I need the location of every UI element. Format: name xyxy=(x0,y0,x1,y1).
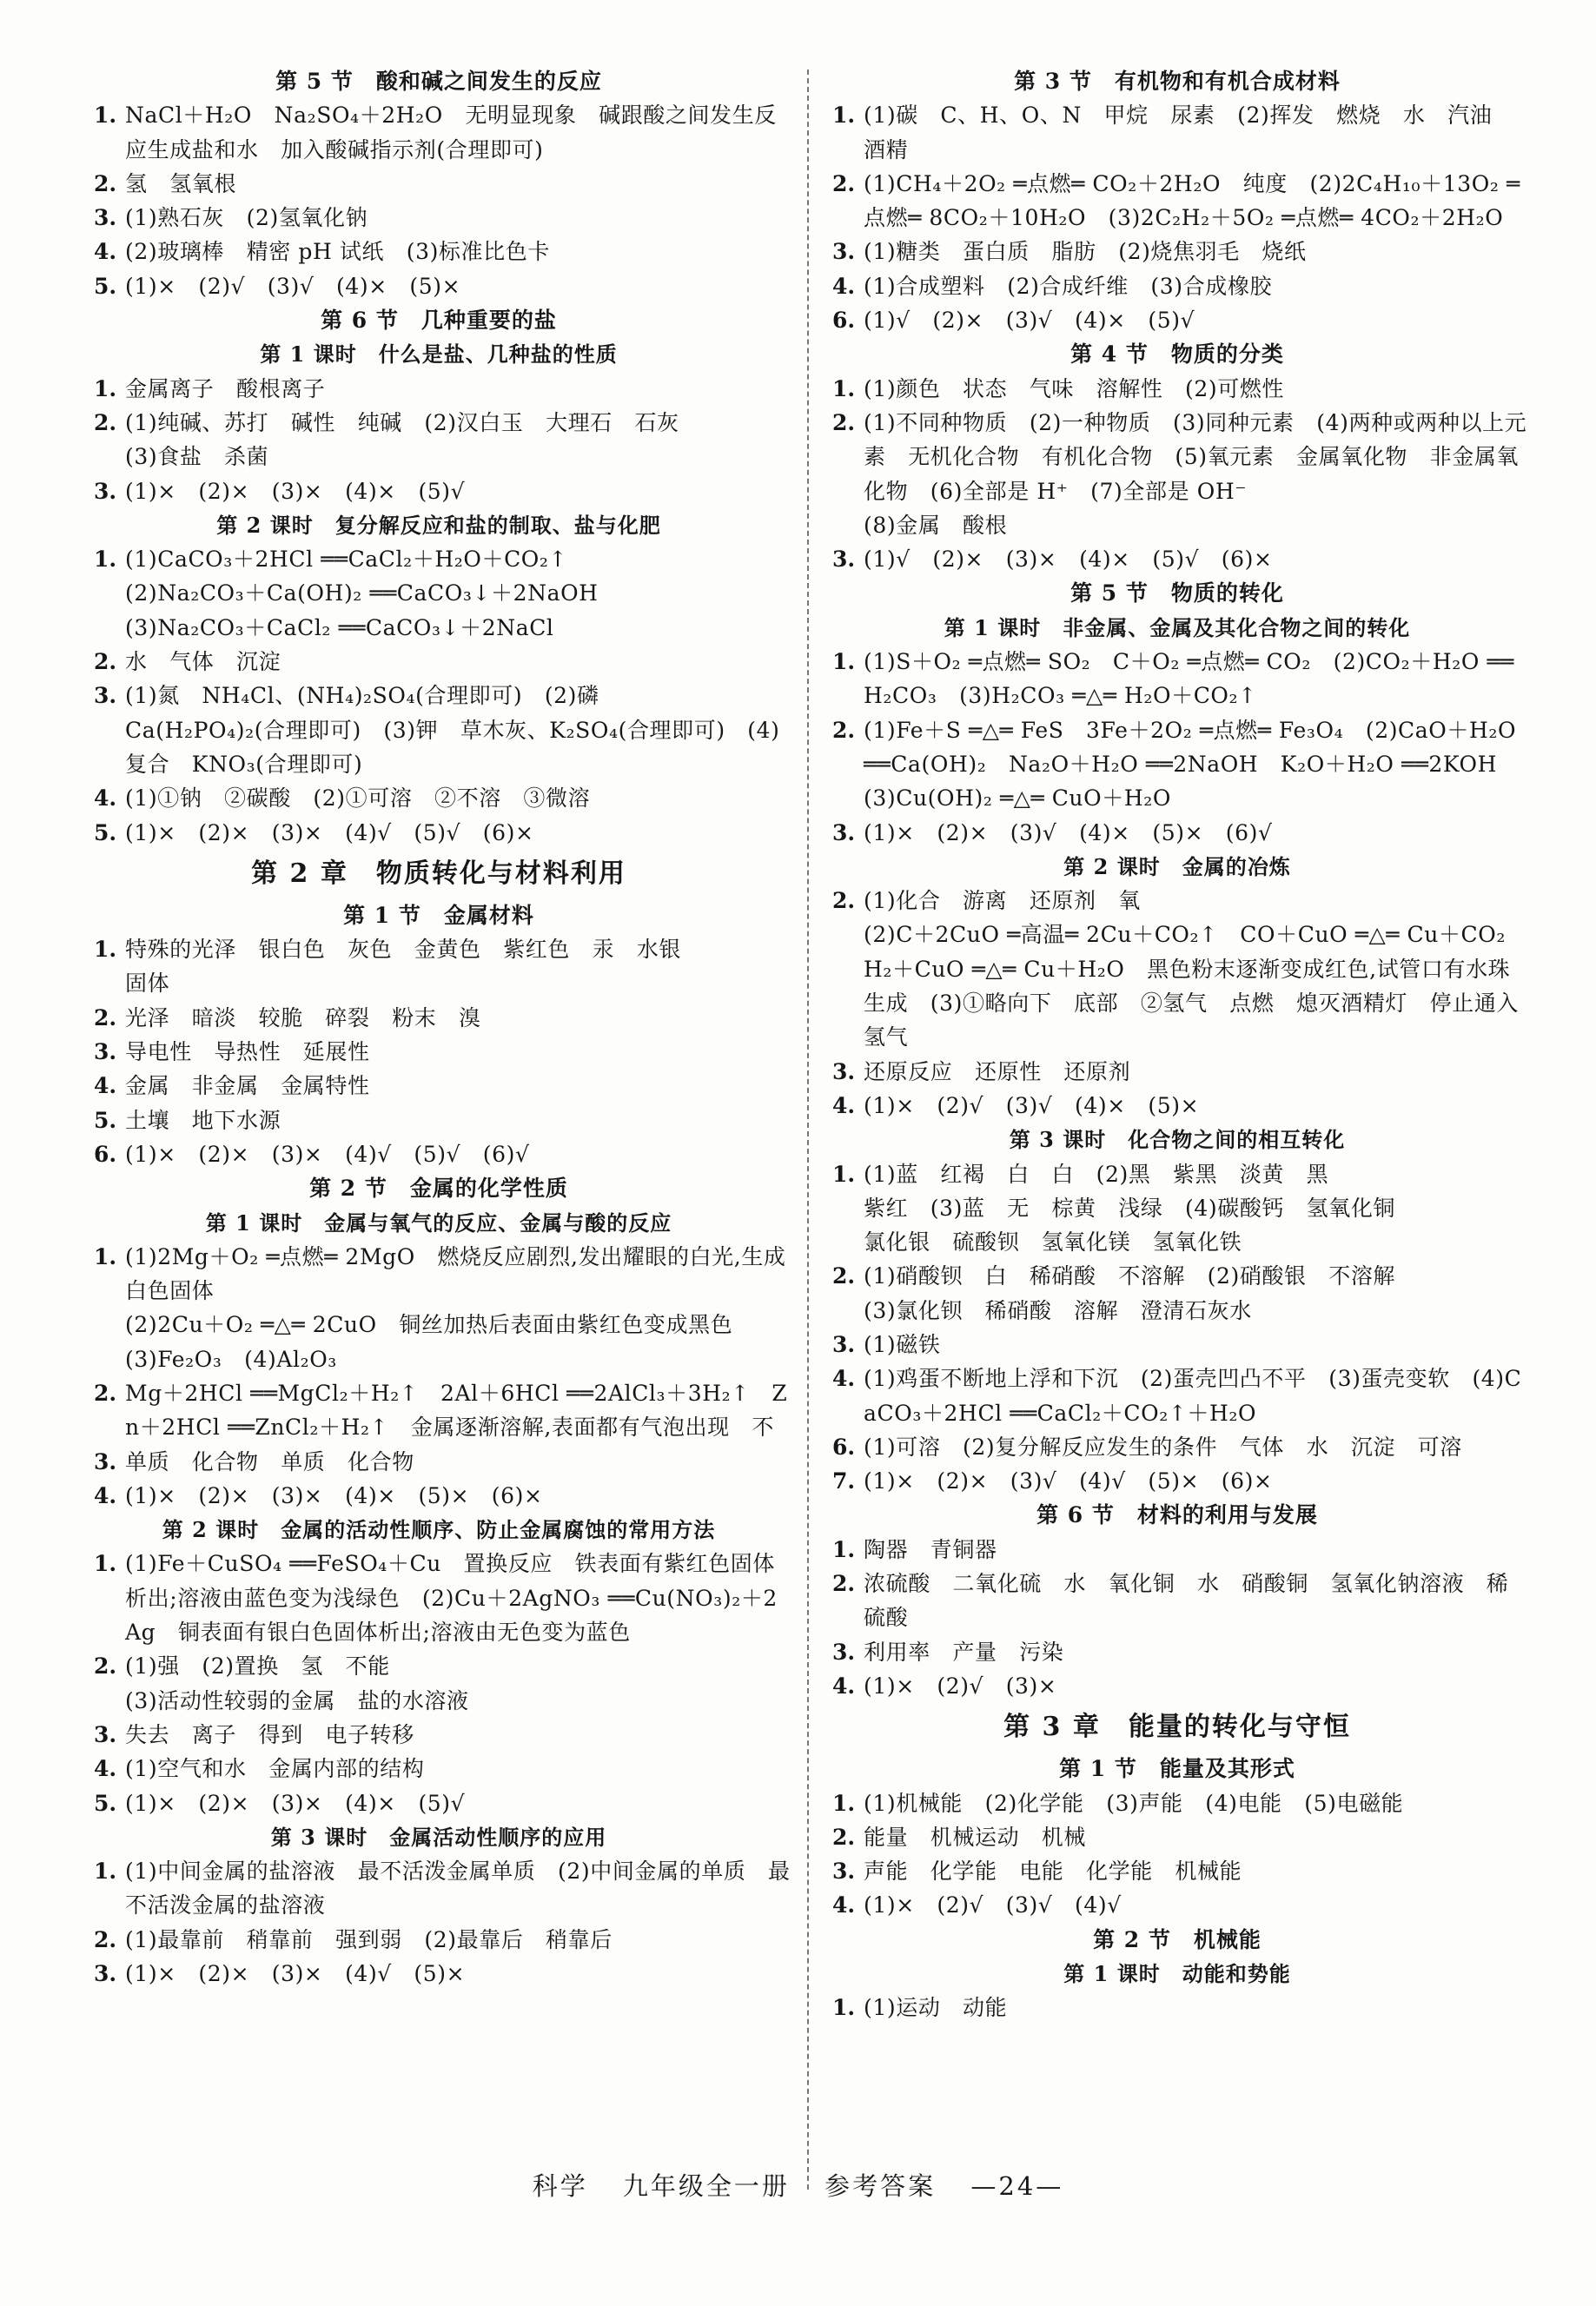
answer-text: (1)× (2)√ (3)√ (4)× (5)× xyxy=(864,1092,1200,1118)
section-heading: 第 6 节 几种重要的盐 xyxy=(321,308,557,334)
answer-item xyxy=(87,1069,791,1103)
answer-text: Mg＋2HCl ══MgCl₂＋H₂↑ 2Al＋6HCl ══2AlCl₃＋3H₂↑ Zn＋2HCl ══ZnCl₂＋H₂↑ 金属逐渐溶解,表面都有气泡出现 不 xyxy=(125,1380,788,1441)
answer-item xyxy=(87,1035,791,1069)
answer-text: 能量 机械运动 机械 xyxy=(864,1824,1087,1850)
chapter-heading: 第 3 章 能量的转化与守恒 xyxy=(1003,1712,1351,1743)
question-number: 2. xyxy=(832,1263,856,1289)
answer-text: (1)× (2)× (3)× (4)× (5)√ xyxy=(125,1790,466,1816)
answer-text: (1)中间金属的盐溶液 最不活泼金属单质 (2)中间金属的单质 最不活泼金属的盐溶液 xyxy=(125,1859,791,1918)
question-number: 1. xyxy=(832,649,856,675)
answer-item xyxy=(825,1464,1529,1498)
answer-text: (1)Fe＋CuSO₄ ══FeSO₄＋Cu 置换反应 铁表面有紫红色固体析出;溶液由蓝色变为浅绿色 (2)Cu＋2AgNO₃ ══Cu(NO₃)₂＋2Ag 铜表面有银白色固体析出;溶液由无色变为蓝色 xyxy=(125,1551,778,1646)
answer-text: 特殊的光泽 银白色 灰色 金黄色 紫红色 汞 水银 固体 xyxy=(125,937,682,997)
question-number: 6. xyxy=(832,308,856,334)
question-number: 2. xyxy=(94,1926,117,1952)
section-heading: 第 4 节 物质的分类 xyxy=(1070,341,1284,368)
question-number: 6. xyxy=(94,1141,117,1167)
answer-item xyxy=(87,1479,791,1513)
answer-text: (1)糖类 蛋白质 脂肪 (2)烧焦羽毛 烧纸 xyxy=(864,239,1307,265)
lesson-heading: 第 3 课时 化合物之间的相互转化 xyxy=(1009,1127,1346,1153)
answer-item xyxy=(825,816,1529,850)
answer-item xyxy=(825,542,1529,576)
question-number: 1. xyxy=(94,937,117,963)
answer-text: (1)蓝 红褐 白 白 (2)黑 紫黑 淡黄 黑 紫红 (3)蓝 无 棕黄 浅绿 (4)碳酸钙 氢氧化铜 氯化银 硫酸钡 氢氧化镁 氢氧化铁 xyxy=(864,1161,1396,1256)
question-number: 4. xyxy=(94,1482,117,1508)
question-number: 2. xyxy=(832,888,856,914)
answer-item xyxy=(87,235,791,268)
answer-item xyxy=(825,1991,1529,2024)
answer-text: 光泽 暗淡 较脆 碎裂 粉末 溴 xyxy=(125,1004,481,1030)
answer-item xyxy=(825,1635,1529,1669)
answer-item xyxy=(825,1820,1529,1854)
answer-item xyxy=(87,406,791,474)
answer-text: 金属 非金属 金属特性 xyxy=(125,1073,370,1099)
question-number: 5. xyxy=(94,819,117,845)
question-number: 2. xyxy=(832,170,856,196)
question-number: 3. xyxy=(832,239,856,265)
answer-item xyxy=(825,713,1529,816)
chapter-heading: 第 2 章 物质转化与材料利用 xyxy=(251,858,626,889)
answer-text: (1)强 (2)置换 氢 不能 (3)活动性较弱的金属 盐的水溶液 xyxy=(125,1653,469,1713)
answer-item xyxy=(87,1001,791,1035)
answer-text: (1)①钠 ②碳酸 (2)①可溶 ②不溶 ③微溶 xyxy=(125,785,591,812)
answer-item xyxy=(87,98,791,167)
left-column xyxy=(87,64,791,1991)
answer-text: (1)氮 NH₄Cl、(NH₄)₂SO₄(合理即可) (2)磷 Ca(H₂PO₄)₂(合理即可) (3)钾 草木灰、K₂SO₄(合理即可) (4)复合 KNO₃(合理即可) xyxy=(125,683,780,777)
answer-text: (1)× (2)× (3)√ (4)√ (5)× (6)× xyxy=(864,1468,1273,1494)
answer-item xyxy=(87,816,791,850)
question-number: 1. xyxy=(94,375,117,401)
answer-text: 利用率 产量 污染 xyxy=(864,1639,1064,1665)
answer-text: (1)× (2)√ (3)√ (4)√ xyxy=(864,1892,1122,1918)
question-number: 5. xyxy=(94,1107,117,1133)
question-number: 4. xyxy=(832,1892,856,1918)
question-number: 3. xyxy=(94,1961,117,1987)
answer-item xyxy=(87,1445,791,1479)
lesson-heading: 第 1 课时 什么是盐、几种盐的性质 xyxy=(260,341,618,368)
question-number: 1. xyxy=(832,103,856,129)
question-number: 2. xyxy=(94,170,117,196)
question-number: 5. xyxy=(94,273,117,299)
question-number: 4. xyxy=(94,1756,117,1782)
answer-item xyxy=(87,1103,791,1137)
answer-item xyxy=(825,406,1529,542)
question-number: 1. xyxy=(94,1551,117,1577)
section-heading: 第 5 节 物质的转化 xyxy=(1070,580,1284,606)
answer-text: (1)√ (2)× (3)√ (4)× (5)√ xyxy=(864,308,1195,334)
question-number: 4. xyxy=(94,239,117,265)
answer-text: (1)硝酸钡 白 稀硝酸 不溶解 (2)硝酸银 不溶解 (3)氯化钡 稀硝酸 溶解 澄清石灰水 xyxy=(864,1263,1396,1323)
question-number: 4. xyxy=(832,1673,856,1699)
question-number: 3. xyxy=(832,1331,856,1357)
answer-text: (1)S＋O₂ ═点燃═ SO₂ C＋O₂ ═点燃═ CO₂ (2)CO₂＋H₂O ══H₂CO₃ (3)H₂CO₃ ═△═ H₂O＋CO₂↑ xyxy=(864,649,1514,709)
answer-text: (1)Fe＋S ═△═ FeS 3Fe＋2O₂ ═点燃═ Fe₃O₄ (2)CaO＋H₂O ══Ca(OH)₂ Na₂O＋H₂O ══2NaOH K₂O＋H₂O ══2KOH (3)Cu(OH)₂ ═△═ CuO＋H₂O xyxy=(864,717,1524,812)
answer-text: 导电性 导热性 延展性 xyxy=(125,1039,370,1065)
answer-item xyxy=(87,1240,791,1376)
answer-item xyxy=(87,167,791,201)
footer-label: 参考答案 xyxy=(824,2171,937,2201)
answer-item xyxy=(87,1957,791,1991)
question-number: 3. xyxy=(94,1721,117,1747)
answer-text: (1)运动 动能 xyxy=(864,1995,1008,2021)
answer-text: (1)颜色 状态 气味 溶解性 (2)可燃性 xyxy=(864,375,1285,401)
question-number: 4. xyxy=(832,1092,856,1118)
answer-item xyxy=(825,1533,1529,1567)
question-number: 3. xyxy=(832,547,856,573)
question-number: 1. xyxy=(832,1995,856,2021)
question-number: 1. xyxy=(94,1243,117,1269)
answer-text: NaCl＋H₂O Na₂SO₄＋2H₂O 无明显现象 碱跟酸之间发生反应生成盐和水 加入酸碱指示剂(合理即可) xyxy=(125,103,777,162)
question-number: 4. xyxy=(832,273,856,299)
section-heading: 第 1 节 能量及其形式 xyxy=(1059,1756,1295,1782)
answer-item xyxy=(87,1923,791,1957)
answer-item xyxy=(825,1328,1529,1362)
question-number: 2. xyxy=(832,1571,856,1597)
question-number: 3. xyxy=(832,1859,856,1885)
answer-item xyxy=(825,1854,1529,1888)
answer-text: (1)空气和水 金属内部的结构 xyxy=(125,1756,425,1782)
question-number: 2. xyxy=(94,1004,117,1030)
answer-text: (1)× (2)√ (3)× xyxy=(864,1673,1057,1699)
answer-text: (1)合成塑料 (2)合成纤维 (3)合成橡胶 xyxy=(864,273,1273,299)
answer-item xyxy=(87,269,791,303)
answer-item xyxy=(825,98,1529,167)
answer-text: (1)× (2)√ (3)√ (4)× (5)× xyxy=(125,273,461,299)
lesson-heading: 第 1 课时 动能和势能 xyxy=(1063,1961,1291,1987)
answer-item xyxy=(87,1376,791,1445)
lesson-heading: 第 1 课时 金属与氧气的反应、金属与酸的反应 xyxy=(205,1209,672,1236)
section-heading: 第 6 节 材料的利用与发展 xyxy=(1036,1502,1318,1528)
answer-text: (1)最靠前 稍靠前 强到弱 (2)最靠后 稍靠后 xyxy=(125,1926,613,1952)
lesson-heading: 第 3 课时 金属活动性顺序的应用 xyxy=(270,1824,607,1850)
answer-item xyxy=(825,1089,1529,1123)
section-heading: 第 2 节 机械能 xyxy=(1093,1926,1262,1952)
answer-item xyxy=(825,1259,1529,1328)
answer-item xyxy=(87,372,791,406)
answer-item xyxy=(825,1567,1529,1635)
answer-text: 陶器 青铜器 xyxy=(864,1536,997,1562)
lesson-heading: 第 2 课时 复分解反应和盐的制取、盐与化肥 xyxy=(216,512,661,538)
lesson-heading: 第 1 课时 非金属、金属及其化合物之间的转化 xyxy=(944,614,1411,640)
answer-item xyxy=(825,884,1529,1054)
question-number: 2. xyxy=(94,1653,117,1680)
answer-item xyxy=(825,1786,1529,1820)
answer-text: 单质 化合物 单质 化合物 xyxy=(125,1448,414,1474)
question-number: 6. xyxy=(832,1434,856,1460)
answer-item xyxy=(825,167,1529,235)
question-number: 4. xyxy=(832,1366,856,1392)
answer-item xyxy=(87,1137,791,1171)
answer-item xyxy=(825,1157,1529,1260)
answer-text: (1)× (2)× (3)√ (4)× (5)× (6)√ xyxy=(864,819,1273,845)
question-number: 3. xyxy=(832,1639,856,1665)
answer-item xyxy=(87,1649,791,1718)
answer-item xyxy=(87,1752,791,1786)
answer-item xyxy=(825,269,1529,303)
answer-text: (1)CaCO₃＋2HCl ══CaCl₂＋H₂O＋CO₂↑ (2)Na₂CO₃＋Ca(OH)₂ ══CaCO₃↓＋2NaOH (3)Na₂CO₃＋CaCl₂ ══CaCO₃↓＋2NaCl xyxy=(125,547,599,640)
question-number: 4. xyxy=(94,785,117,812)
answer-text: (1)可溶 (2)复分解反应发生的条件 气体 水 沉淀 可溶 xyxy=(864,1434,1462,1460)
answer-item xyxy=(825,1362,1529,1430)
answer-text: (1)2Mg＋O₂ ═点燃═ 2MgO 燃烧反应剧烈,发出耀眼的白光,生成白色固体 (2)2Cu＋O₂ ═△═ 2CuO 铜丝加热后表面由紫红色变成黑色 (3)Fe₂O₃ (4)Al₂O₃ xyxy=(125,1243,786,1372)
question-number: 2. xyxy=(94,649,117,675)
section-heading: 第 2 节 金属的化学性质 xyxy=(309,1176,568,1202)
question-number: 1. xyxy=(94,103,117,129)
question-number: 3. xyxy=(94,1448,117,1474)
answer-item xyxy=(825,1055,1529,1089)
answer-item xyxy=(87,474,791,508)
question-number: 3. xyxy=(94,478,117,504)
answer-text: 浓硫酸 二氧化硫 水 氧化铜 水 硝酸铜 氢氧化钠溶液 稀硫酸 xyxy=(864,1571,1509,1631)
answer-text: (1)× (2)× (3)× (4)√ (5)× xyxy=(125,1961,466,1987)
question-number: 7. xyxy=(832,1468,856,1494)
right-column xyxy=(825,64,1529,2025)
answer-text: 水 气体 沉淀 xyxy=(125,649,281,675)
answer-item xyxy=(87,932,791,1001)
question-number: 1. xyxy=(832,1790,856,1816)
answer-item xyxy=(87,201,791,235)
question-number: 1. xyxy=(832,375,856,401)
footer-grade: 九年级全一册 xyxy=(622,2171,790,2201)
question-number: 4. xyxy=(94,1073,117,1099)
answer-text: 还原反应 还原性 还原剂 xyxy=(864,1058,1131,1084)
answer-item xyxy=(87,645,791,679)
question-number: 1. xyxy=(94,1859,117,1885)
column-divider xyxy=(807,70,809,2190)
answer-item xyxy=(87,679,791,781)
question-number: 3. xyxy=(832,1058,856,1084)
answer-text: (1)× (2)× (3)× (4)√ (5)√ (6)× xyxy=(125,819,534,845)
question-number: 1. xyxy=(832,1161,856,1187)
section-heading: 第 1 节 金属材料 xyxy=(343,902,534,928)
answer-item xyxy=(825,1430,1529,1464)
question-number: 2. xyxy=(832,717,856,743)
section-heading: 第 5 节 酸和碱之间发生的反应 xyxy=(275,69,602,94)
answer-text: (1)鸡蛋不断地上浮和下沉 (2)蛋壳凹凸不平 (3)蛋壳变软 (4)CaCO₃＋2HCl ══CaCl₂＋CO₂↑＋H₂O xyxy=(864,1366,1522,1426)
answer-text: (1)× (2)× (3)× (4)× (5)√ xyxy=(125,478,466,504)
answer-text: 金属离子 酸根离子 xyxy=(125,375,326,401)
answer-text: (1)不同种物质 (2)一种物质 (3)同种元素 (4)两种或两种以上元素 无机化合物 有机化合物 (5)氧元素 金属氧化物 非金属氧化物 (6)全部是 H⁺ (7)全部是 OH⁻ (8)金属 酸根 xyxy=(864,409,1527,538)
answer-item xyxy=(87,1854,791,1923)
question-number: 1. xyxy=(94,547,117,573)
answer-item xyxy=(87,1786,791,1820)
answer-item xyxy=(87,542,791,645)
question-number: 1. xyxy=(832,1536,856,1562)
lesson-heading: 第 2 课时 金属的活动性顺序、防止金属腐蚀的常用方法 xyxy=(162,1517,716,1543)
answer-item xyxy=(825,372,1529,406)
question-number: 3. xyxy=(832,819,856,845)
question-number: 3. xyxy=(94,1039,117,1065)
footer-subject: 科学 xyxy=(532,2171,588,2201)
answer-text: (1)机械能 (2)化学能 (3)声能 (4)电能 (5)电磁能 xyxy=(864,1790,1404,1816)
answer-item xyxy=(825,645,1529,713)
answer-text: (1)√ (2)× (3)× (4)× (5)√ (6)× xyxy=(864,547,1273,573)
answer-item xyxy=(825,1888,1529,1922)
answer-text: (1)化合 游离 还原剂 氧 (2)C＋2CuO ═高温═ 2Cu＋CO₂↑ CO＋CuO ═△═ Cu＋CO₂ H₂＋CuO ═△═ Cu＋H₂O 黑色粉末逐渐变成红色,试管口有水珠生成 (3)①略向下 底部 ②氢气 点燃 熄灭酒精灯 停止通入氢气 xyxy=(864,888,1520,1050)
answer-text: (1)× (2)× (3)× (4)× (5)× (6)× xyxy=(125,1482,543,1508)
answer-text: (2)玻璃棒 精密 pH 试纸 (3)标准比色卡 xyxy=(125,239,550,265)
answer-text: 声能 化学能 电能 化学能 机械能 xyxy=(864,1859,1242,1885)
answer-text: 土壤 地下水源 xyxy=(125,1107,281,1133)
section-heading: 第 3 节 有机物和有机合成材料 xyxy=(1014,69,1341,94)
answer-text: (1)CH₄＋2O₂ ═点燃═ CO₂＋2H₂O 纯度 (2)2C₄H₁₀＋13O₂ ═点燃═ 8CO₂＋10H₂O (3)2C₂H₂＋5O₂ ═点燃═ 4CO₂＋2H₂O xyxy=(864,170,1520,231)
answer-text: (1)熟石灰 (2)氢氧化钠 xyxy=(125,205,368,231)
answer-item xyxy=(825,303,1529,337)
answer-item xyxy=(825,1669,1529,1703)
answer-text: 失去 离子 得到 电子转移 xyxy=(125,1721,414,1747)
answer-text: (1)纯碱、苏打 碱性 纯碱 (2)汉白玉 大理石 石灰 (3)食盐 杀菌 xyxy=(125,409,679,470)
question-number: 2. xyxy=(832,1824,856,1850)
answer-text: (1)× (2)× (3)× (4)√ (5)√ (6)√ xyxy=(125,1141,530,1167)
answer-item xyxy=(87,1718,791,1752)
question-number: 2. xyxy=(94,409,117,435)
answer-text: 氢 氢氧根 xyxy=(125,170,237,196)
answer-item xyxy=(87,1547,791,1649)
question-number: 3. xyxy=(94,205,117,231)
lesson-heading: 第 2 课时 金属的冶炼 xyxy=(1063,853,1291,879)
question-number: 5. xyxy=(94,1790,117,1816)
answer-item xyxy=(825,235,1529,268)
answer-item xyxy=(87,781,791,815)
answer-text: (1)磁铁 xyxy=(864,1331,941,1357)
question-number: 3. xyxy=(94,683,117,709)
page-number: —24— xyxy=(970,2171,1064,2201)
question-number: 2. xyxy=(94,1380,117,1406)
question-number: 2. xyxy=(832,409,856,435)
page-footer xyxy=(0,2167,1596,2203)
answer-text: (1)碳 C、H、O、N 甲烷 尿素 (2)挥发 燃烧 水 汽油 酒精 xyxy=(864,103,1493,162)
